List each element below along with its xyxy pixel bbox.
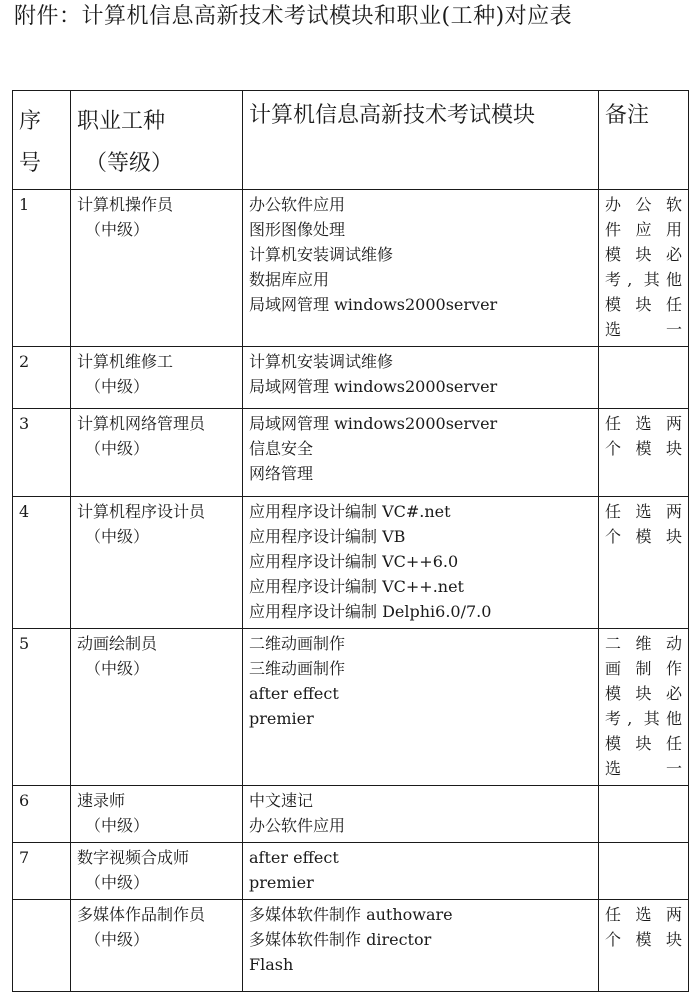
module-item: 应用程序设计编制 VC#.net: [249, 502, 451, 521]
row-modules: [243, 347, 599, 409]
row-note: [599, 190, 689, 347]
table-row: [13, 497, 689, 629]
job-level: （中级）: [85, 930, 150, 949]
module-item: 图形图像处理: [249, 220, 346, 239]
row-seq: 6: [13, 786, 71, 843]
row-note: [599, 900, 689, 992]
job-name: 速录师: [77, 791, 126, 810]
module-item: 网络管理: [249, 464, 314, 483]
row-note: [599, 786, 689, 843]
note-line: 任 选 两: [605, 905, 682, 924]
row-job: [71, 629, 243, 786]
module-item: premier: [249, 709, 314, 728]
header-job: 职业工种 （等级）: [71, 91, 243, 190]
note-line: 二 维 动: [605, 634, 682, 653]
module-item: after effect: [249, 848, 339, 867]
job-name: 计算机操作员: [77, 195, 174, 214]
row-job: [71, 497, 243, 629]
module-item: 多媒体软件制作 authoware: [249, 905, 453, 924]
module-item: 中文速记: [249, 791, 314, 810]
row-note: [599, 843, 689, 900]
table-row: [13, 347, 689, 409]
module-item: 多媒体软件制作 director: [249, 930, 432, 949]
job-name: 计算机网络管理员: [77, 414, 206, 433]
module-item: 应用程序设计编制 Delphi6.0/7.0: [249, 602, 492, 621]
module-item: 信息安全: [249, 439, 314, 458]
module-item: 应用程序设计编制 VB: [249, 527, 406, 546]
row-modules: [243, 629, 599, 786]
note-line: 模 块 任: [605, 295, 682, 314]
module-item: after effect: [249, 684, 339, 703]
note-line: 个模块: [605, 930, 682, 949]
header-seq: 序 号: [13, 91, 71, 190]
row-job: [71, 409, 243, 497]
row-modules: [243, 190, 599, 347]
row-seq: 1: [13, 190, 71, 347]
note-line: 选一: [605, 320, 682, 339]
row-job: [71, 843, 243, 900]
note-line: 个模块: [605, 527, 682, 546]
row-note: [599, 347, 689, 409]
document-title: 附件：计算机信息高新技术考试模块和职业(工种)对应表: [14, 4, 573, 29]
row-job: [71, 190, 243, 347]
row-note: [599, 629, 689, 786]
note-line: 模 块 任: [605, 734, 682, 753]
note-line: 任 选 两: [605, 502, 682, 521]
row-seq: 5: [13, 629, 71, 786]
module-item: 数据库应用: [249, 270, 330, 289]
note-line: 选一: [605, 759, 682, 778]
module-item: 局域网管理 windows2000server: [249, 377, 498, 396]
table-row: [13, 190, 689, 347]
module-item: 计算机安装调试维修: [249, 352, 394, 371]
job-level: （中级）: [85, 439, 150, 458]
job-name: 多媒体作品制作员: [77, 905, 206, 924]
job-level: （中级）: [85, 527, 150, 546]
module-occupation-table: [12, 90, 689, 992]
row-modules: [243, 786, 599, 843]
note-line: 模 块 必: [605, 684, 682, 703]
row-job: [71, 786, 243, 843]
row-seq: 7: [13, 843, 71, 900]
module-item: 三维动画制作: [249, 659, 346, 678]
row-seq: [13, 900, 71, 992]
row-modules: [243, 843, 599, 900]
job-level: （中级）: [85, 873, 150, 892]
note-line: 个模块: [605, 439, 682, 458]
row-modules: [243, 409, 599, 497]
module-item: 计算机安装调试维修: [249, 245, 394, 264]
row-note: [599, 497, 689, 629]
module-item: Flash: [249, 955, 294, 974]
note-line: 办 公 软: [605, 195, 682, 214]
table-row: [13, 629, 689, 786]
table-header-row: [13, 91, 689, 190]
module-item: 应用程序设计编制 VC++.net: [249, 577, 464, 596]
job-name: 动画绘制员: [77, 634, 158, 653]
row-seq: 4: [13, 497, 71, 629]
job-level: （中级）: [85, 659, 150, 678]
row-job: [71, 900, 243, 992]
table-row: [13, 786, 689, 843]
job-level: （中级）: [85, 816, 150, 835]
note-line: 考, 其他: [605, 270, 682, 289]
note-line: 任 选 两: [605, 414, 682, 433]
job-level: （中级）: [85, 377, 150, 396]
module-item: premier: [249, 873, 314, 892]
note-line: 考, 其他: [605, 709, 682, 728]
module-item: 办公软件应用: [249, 816, 346, 835]
module-item: 局域网管理 windows2000server: [249, 414, 498, 433]
header-note: 备注: [599, 91, 689, 190]
module-item: 局域网管理 windows2000server: [249, 295, 498, 314]
row-seq: 2: [13, 347, 71, 409]
row-note: [599, 409, 689, 497]
note-line: 模 块 必: [605, 245, 682, 264]
header-modules: 计算机信息高新技术考试模块: [243, 91, 599, 190]
note-line: 件 应 用: [605, 220, 682, 239]
job-name: 计算机维修工: [77, 352, 174, 371]
job-name: 数字视频合成师: [77, 848, 190, 867]
note-line: 画 制 作: [605, 659, 682, 678]
row-modules: [243, 900, 599, 992]
table-row: [13, 409, 689, 497]
module-item: 二维动画制作: [249, 634, 346, 653]
row-job: [71, 347, 243, 409]
job-level: （中级）: [85, 220, 150, 239]
table-row: [13, 843, 689, 900]
module-item: 应用程序设计编制 VC++6.0: [249, 552, 459, 571]
job-name: 计算机程序设计员: [77, 502, 206, 521]
row-modules: [243, 497, 599, 629]
module-item: 办公软件应用: [249, 195, 346, 214]
row-seq: 3: [13, 409, 71, 497]
table-row: [13, 900, 689, 992]
